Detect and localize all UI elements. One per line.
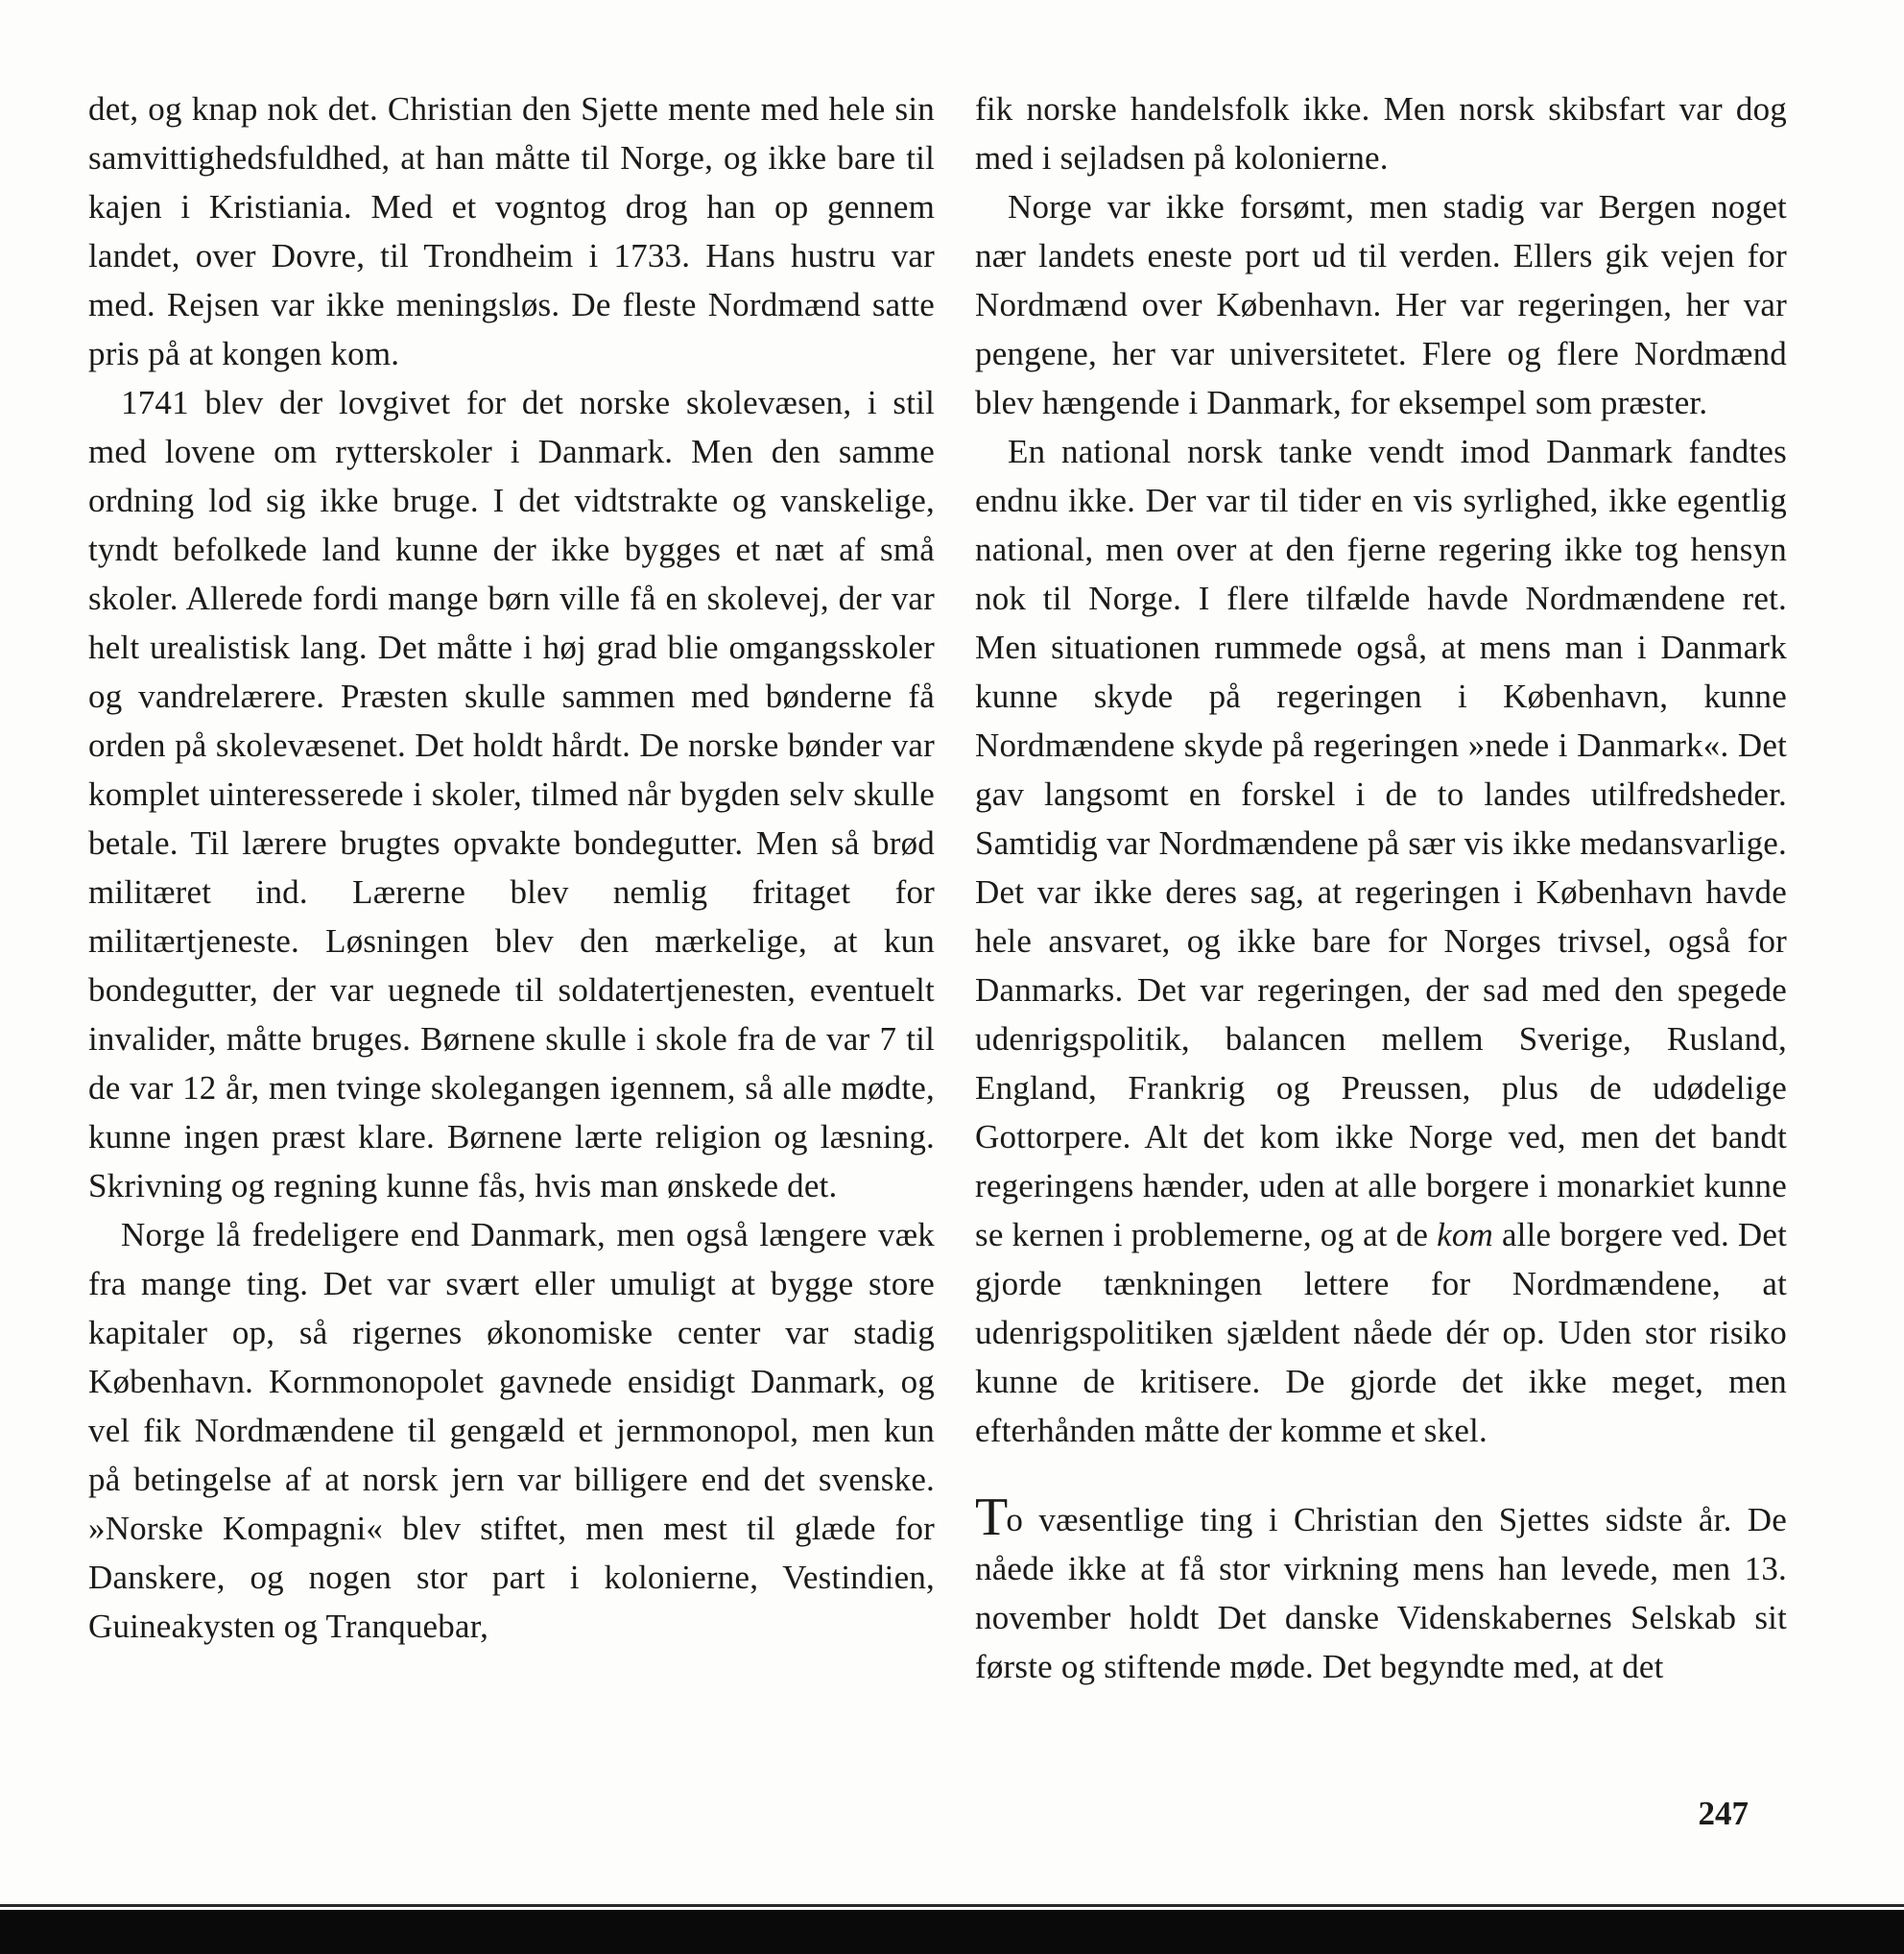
paragraph: Norge var ikke forsømt, men stadig var Bergen noget nær landets eneste port ud til verden. Ellers gik vejen for Nordmænd over København. Her var regeringen, her var pengene, her var universitetet. Flere og flere Nordmænd blev hængende i Danmark, for eksempel som præster. — [975, 188, 1787, 421]
paragraph: 1741 blev der lovgivet for det norske skolevæsen, i stil med lovene om rytterskoler i Danmark. Men den samme ordning lod sig ikke bruge. I det vidtstrakte og vanskelige, tyndt befolkede land kunne der ikke bygges et næt af små skoler. Allerede fordi mange børn ville få en skolevej, der var helt urealistisk lang. Det måtte i høj grad blie omgangsskoler og vandrelærere. Præsten skulle sammen med bønderne få orden på skolevæsenet. Det holdt hårdt. De norske bønder var komplet uinteresserede i skoler, tilmed når bygden selv skulle betale. Til lærere brugtes opvakte bondegutter. Men så brød militæret ind. Lærerne blev nemlig fritaget for militærtjeneste. Løsningen blev den mærkelige, at kun bondegutter, der var uegnede til soldatertjenesten, eventuelt invalider, måtte bruges. Børnene skulle i skole fra de var 7 til de var 12 år, men tvinge skolegangen igennem, så alle mødte, kunne ingen præst klare. Børnene lærte religion og læsning. Skrivning og regning kunne fås, hvis man ønskede det. — [88, 384, 935, 1204]
section-opening-paragraph — [975, 1488, 1787, 1691]
italic-word: kom — [1437, 1216, 1493, 1253]
paragraph — [975, 427, 1787, 1455]
drop-cap: T — [975, 1488, 1009, 1547]
scan-edge-line — [0, 1904, 1904, 1907]
right-text-column — [975, 84, 1787, 1691]
left-text-column — [88, 84, 935, 1651]
paragraph-text: alle borgere ved. Det gjorde tænkningen lettere for Nordmændene, at udenrigspolitiken sjældent nåede dér op. Uden stor risiko kunne de kritisere. De gjorde det ikke meget, men efterhånden måtte der komme et skel. — [975, 1216, 1787, 1449]
paragraph-text: o væsentlige ting i Christian den Sjettes sidste år. De nåede ikke at få stor virkning mens han levede, men 13. november holdt Det danske Videnskabernes Selskab sit første og stiftende møde. Det begyndte med, at det — [975, 1501, 1787, 1685]
paragraph: Norge lå fredeligere end Danmark, men også længere væk fra mange ting. Det var svært eller umuligt at bygge store kapitaler op, så rigernes økonomiske center var stadig København. Kornmonopolet gavnede ensidigt Danmark, og vel fik Nordmændene til gengæld et jernmonopol, men kun på betingelse af at norsk jern var billigere end det svenske. »Norske Kompagni« blev stiftet, men mest til glæde for Danskere, og nogen stor part i kolonierne, Vestindien, Guineakysten og Tranquebar, — [88, 1216, 935, 1645]
paragraph-text: En national norsk tanke vendt imod Danmark fandtes endnu ikke. Der var til tider en vis syrlighed, ikke egentlig national, men over at den fjerne regering ikke tog hensyn nok til Norge. I flere tilfælde havde Nordmændene ret. Men situationen rummede også, at mens man i Danmark kunne skyde på regeringen i København, kunne Nordmændene skyde på regeringen »nede i Danmark«. Det gav langsomt en forskel i de to landes utilfredsheder. Samtidig var Nordmændene på sær vis ikke medansvarlige. Det var ikke deres sag, at regeringen i København havde hele ansvaret, og ikke bare for Norges trivsel, også for Danmarks. Det var regeringen, der sad med den spegede udenrigspolitik, balancen mellem Sverige, Rusland, England, Frankrig og Preussen, plus de udødelige Gottorpere. Alt det kom ikke Norge ved, men det bandt regeringens hænder, uden at alle borgere i monarkiet kunne se kernen i problemerne, og at de — [975, 433, 1787, 1253]
page-number: 247 — [1698, 1795, 1749, 1832]
scan-bottom-border — [0, 1910, 1904, 1954]
paragraph: det, og knap nok det. Christian den Sjette mente med hele sin samvittighedsfuldhed, at han måtte til Norge, og ikke bare til kajen i Kristiania. Med et vogntog drog han op gennem landet, over Dovre, til Trondheim i 1733. Hans hustru var med. Rejsen var ikke meningsløs. De fleste Nordmænd satte pris på at kongen kom. — [88, 90, 935, 372]
paragraph: fik norske handelsfolk ikke. Men norsk skibsfart var dog med i sejladsen på kolonierne. — [975, 90, 1787, 177]
